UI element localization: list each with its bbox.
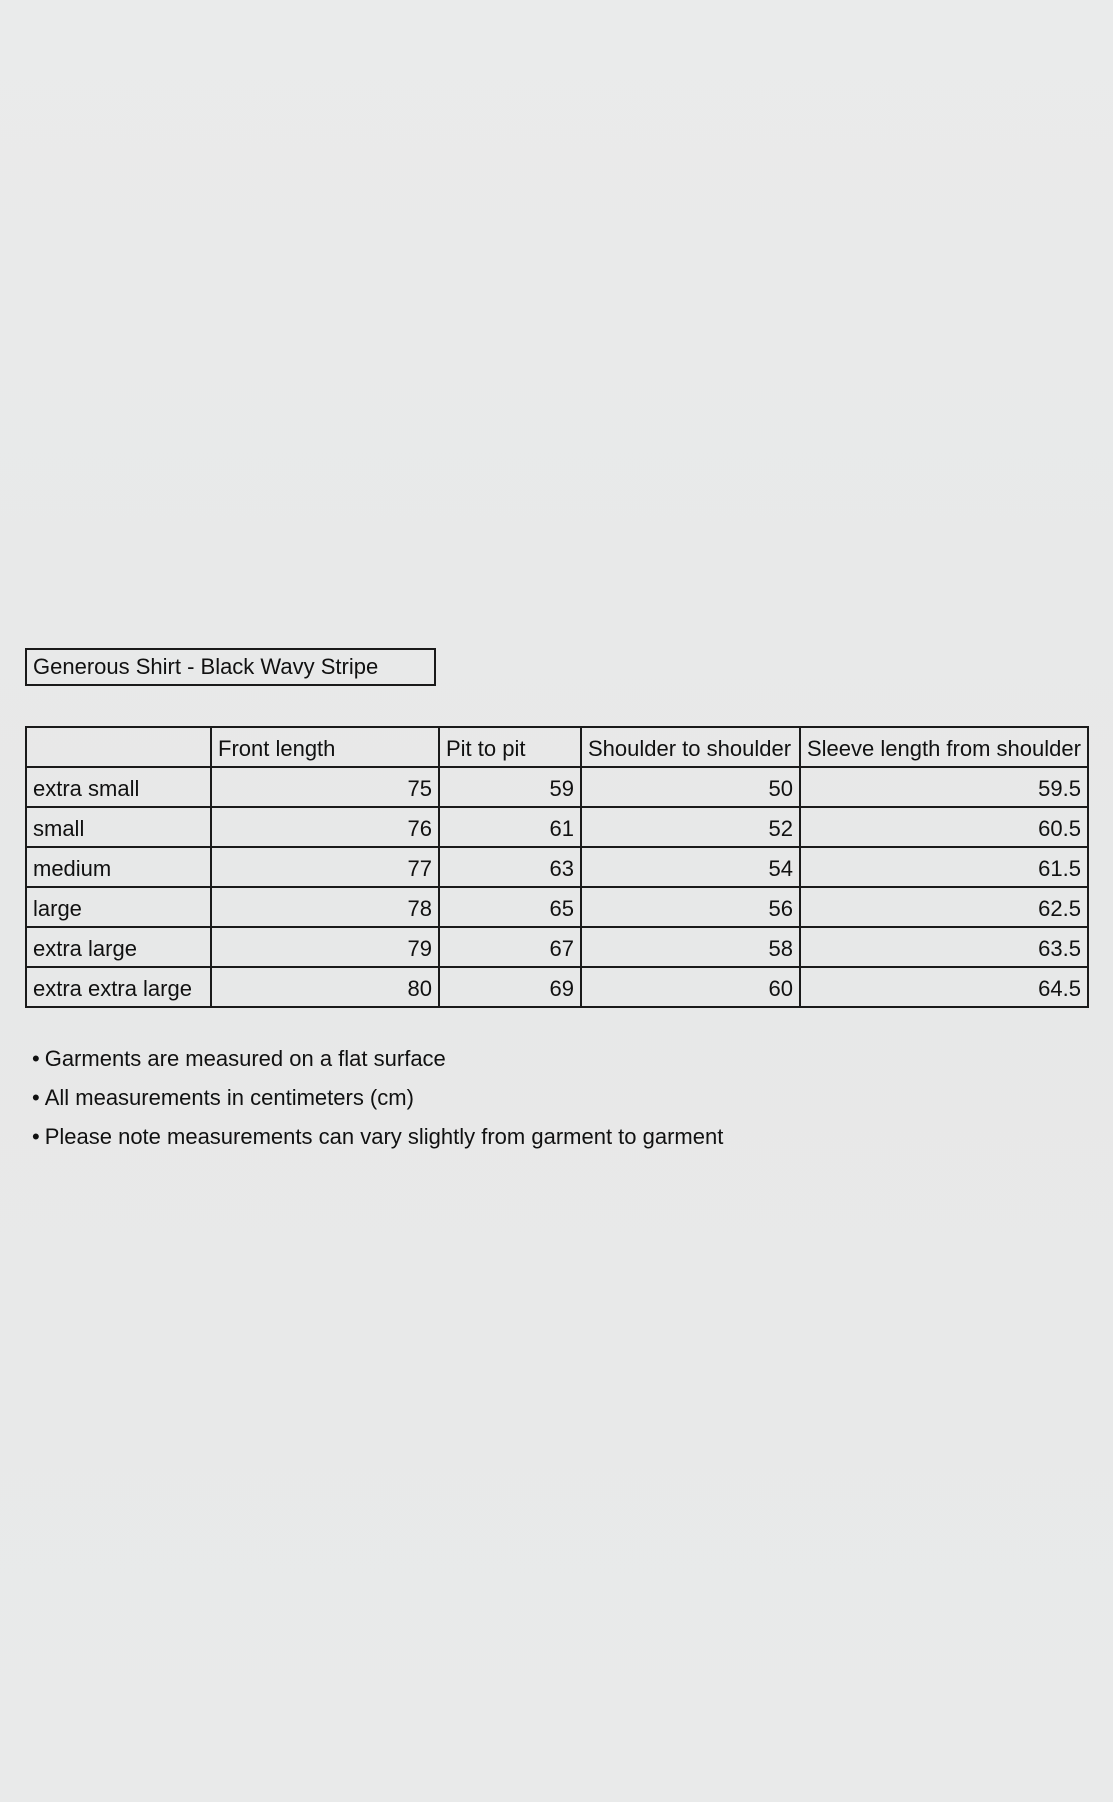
note-text: Garments are measured on a flat surface <box>44 1046 446 1071</box>
note-item <box>32 1118 723 1157</box>
sleeve-length-value: 64.5 <box>800 967 1088 1007</box>
pit-to-pit-value: 65 <box>439 887 581 927</box>
front-length-value: 75 <box>211 767 439 807</box>
size-label: large <box>26 887 211 927</box>
shoulder-to-shoulder-value: 54 <box>581 847 800 887</box>
notes-list <box>32 1040 723 1157</box>
front-length-value: 80 <box>211 967 439 1007</box>
sleeve-length-value: 59.5 <box>800 767 1088 807</box>
shoulder-to-shoulder-value: 50 <box>581 767 800 807</box>
product-title: Generous Shirt - Black Wavy Stripe <box>25 648 436 686</box>
table-row <box>26 807 1088 847</box>
header-cell-empty <box>26 727 211 767</box>
sleeve-length-value: 61.5 <box>800 847 1088 887</box>
shoulder-to-shoulder-value: 52 <box>581 807 800 847</box>
sleeve-length-value: 63.5 <box>800 927 1088 967</box>
size-label: small <box>26 807 211 847</box>
bullet-icon: • <box>32 1046 40 1071</box>
header-cell-shoulder-to-shoulder: Shoulder to shoulder <box>581 727 800 767</box>
note-item <box>32 1079 723 1118</box>
sleeve-length-value: 62.5 <box>800 887 1088 927</box>
pit-to-pit-value: 59 <box>439 767 581 807</box>
shoulder-to-shoulder-value: 56 <box>581 887 800 927</box>
note-item <box>32 1040 723 1079</box>
shoulder-to-shoulder-value: 58 <box>581 927 800 967</box>
bullet-icon: • <box>32 1124 40 1149</box>
table-row <box>26 967 1088 1007</box>
pit-to-pit-value: 67 <box>439 927 581 967</box>
size-label: extra extra large <box>26 967 211 1007</box>
pit-to-pit-value: 61 <box>439 807 581 847</box>
header-cell-sleeve-length: Sleeve length from shoulder <box>800 727 1088 767</box>
size-label: extra large <box>26 927 211 967</box>
header-cell-front-length: Front length <box>211 727 439 767</box>
sleeve-length-value: 60.5 <box>800 807 1088 847</box>
table-row <box>26 767 1088 807</box>
note-text: All measurements in centimeters (cm) <box>44 1085 414 1110</box>
table-row <box>26 847 1088 887</box>
shoulder-to-shoulder-value: 60 <box>581 967 800 1007</box>
note-text: Please note measurements can vary slightly from garment to garment <box>44 1124 724 1149</box>
size-label: medium <box>26 847 211 887</box>
front-length-value: 77 <box>211 847 439 887</box>
table-row <box>26 927 1088 967</box>
bullet-icon: • <box>32 1085 40 1110</box>
front-length-value: 78 <box>211 887 439 927</box>
pit-to-pit-value: 69 <box>439 967 581 1007</box>
table-row <box>26 887 1088 927</box>
size-table <box>25 726 1089 1008</box>
pit-to-pit-value: 63 <box>439 847 581 887</box>
size-label: extra small <box>26 767 211 807</box>
header-cell-pit-to-pit: Pit to pit <box>439 727 581 767</box>
table-header-row <box>26 727 1088 767</box>
front-length-value: 76 <box>211 807 439 847</box>
front-length-value: 79 <box>211 927 439 967</box>
